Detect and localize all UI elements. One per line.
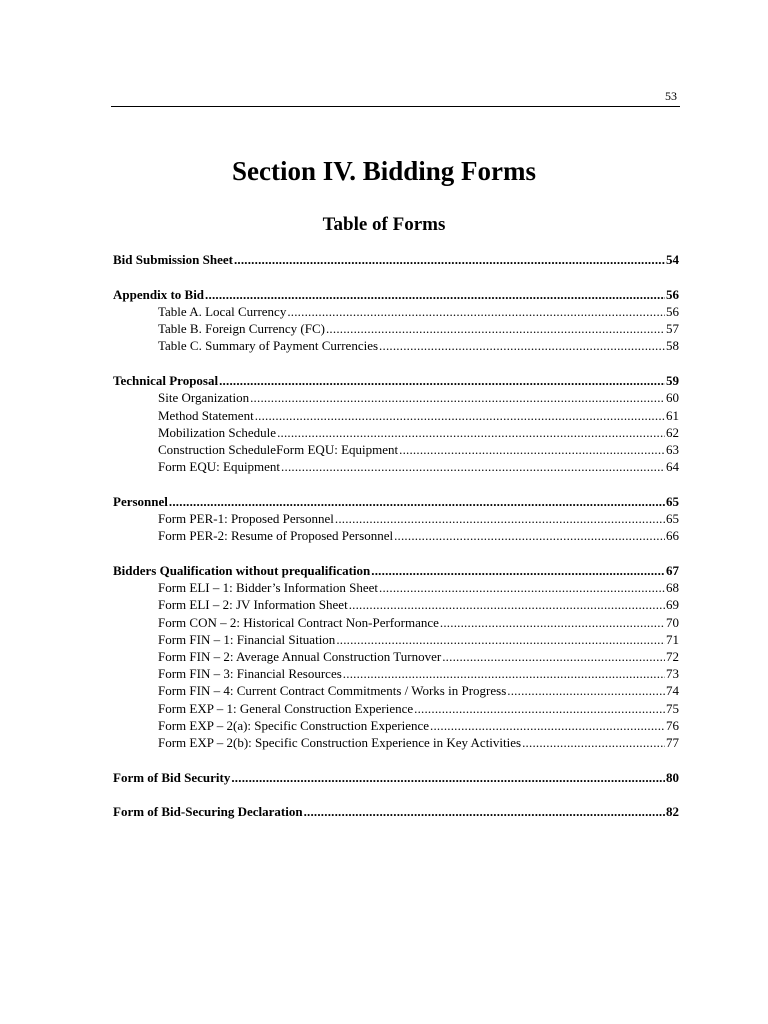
- toc-subentry-title: Table C. Summary of Payment Currencies: [158, 338, 379, 354]
- toc-subentry-page-number: 63: [666, 441, 679, 457]
- toc-subentry-title: Site Organization: [158, 390, 250, 406]
- toc-title: Table of Forms: [322, 214, 446, 235]
- toc-subentry-page-number: 56: [666, 303, 679, 319]
- toc-subentry-title: Form EXP – 2(a): Specific Construction Experience: [158, 717, 430, 733]
- toc-subentry-page-number: 61: [666, 407, 679, 423]
- toc-subentry[interactable]: [113, 579, 679, 596]
- toc-entry-page-number: 56: [666, 286, 679, 302]
- dot-leader: [522, 734, 665, 751]
- toc-entry-title: Form of Bid-Securing Declaration: [113, 804, 303, 820]
- dot-leader: [371, 562, 665, 579]
- toc-subentry-title: Table B. Foreign Currency (FC): [158, 321, 325, 337]
- dot-leader: [219, 372, 665, 389]
- toc-subentry[interactable]: [113, 717, 679, 734]
- dot-leader: [379, 337, 665, 354]
- toc-subentry-title: Method Statement: [158, 407, 254, 423]
- toc-section: [113, 372, 679, 475]
- dot-leader: [440, 614, 665, 631]
- toc-subentry-title: Form FIN – 4: Current Contract Commitments / Works in Progress: [158, 683, 507, 699]
- toc-subentry-title: Form EQU: Equipment: [158, 459, 281, 475]
- toc-subentry[interactable]: [113, 527, 679, 544]
- toc-entry[interactable]: [113, 769, 679, 786]
- toc-subentry[interactable]: [113, 596, 679, 613]
- dot-leader: [169, 493, 665, 510]
- dot-leader: [414, 700, 665, 717]
- dot-leader: [379, 579, 665, 596]
- toc-subentry[interactable]: [113, 700, 679, 717]
- dot-leader: [287, 303, 665, 320]
- toc-section: [113, 562, 679, 751]
- toc-subentry-page-number: 60: [666, 390, 679, 406]
- toc-subentry[interactable]: [113, 510, 679, 527]
- toc-subentry-page-number: 69: [666, 597, 679, 613]
- toc-subentry-page-number: 58: [666, 338, 679, 354]
- toc-entry[interactable]: [113, 562, 679, 579]
- dot-leader: [234, 251, 665, 268]
- toc-subentry-page-number: 57: [666, 321, 679, 337]
- toc-subentry[interactable]: [113, 303, 679, 320]
- toc-entry-title: Personnel: [113, 493, 168, 509]
- dot-leader: [326, 320, 665, 337]
- toc-subentry-page-number: 74: [666, 683, 679, 699]
- dot-leader: [335, 510, 665, 527]
- toc-entry[interactable]: [113, 803, 679, 820]
- toc-section: [113, 803, 679, 820]
- toc-subentry-title: Form FIN – 2: Average Annual Construction Turnover: [158, 648, 442, 664]
- toc-entry[interactable]: [113, 493, 679, 510]
- toc-entry[interactable]: [113, 286, 679, 303]
- toc-subentry[interactable]: [113, 389, 679, 406]
- dot-leader: [343, 665, 665, 682]
- dot-leader: [304, 803, 665, 820]
- toc-entry-page-number: 54: [666, 252, 679, 267]
- toc-subentry-title: Form EXP – 1: General Construction Experience: [158, 700, 414, 716]
- toc-subentry-title: Form PER-2: Resume of Proposed Personnel: [158, 528, 394, 544]
- dot-leader: [231, 769, 665, 786]
- toc-subentry[interactable]: [113, 648, 679, 665]
- toc-section: [113, 493, 679, 545]
- toc-subentry-title: Form ELI – 1: Bidder’s Information Sheet: [158, 580, 379, 596]
- toc-subentry[interactable]: [113, 407, 679, 424]
- toc-subentry[interactable]: [113, 682, 679, 699]
- toc-subentry-title: Form EXP – 2(b): Specific Construction Experience in Key Activities: [158, 734, 522, 750]
- toc-subentry[interactable]: [113, 734, 679, 751]
- toc-entry-page-number: 82: [666, 804, 679, 820]
- toc-subentry-page-number: 72: [666, 648, 679, 664]
- toc-subentry-title: Form FIN – 1: Financial Situation: [158, 631, 336, 647]
- toc-entry[interactable]: [113, 251, 679, 268]
- toc-subentry[interactable]: [113, 424, 679, 441]
- section-title: Section IV. Bidding Forms: [231, 156, 537, 186]
- toc-section: [113, 286, 679, 355]
- toc-subentry-page-number: 62: [666, 424, 679, 440]
- toc-section: [113, 769, 679, 786]
- toc-entry-title: Form of Bid Security: [113, 769, 231, 785]
- toc-subentry-title: Form PER-1: Proposed Personnel: [158, 511, 334, 527]
- toc-subentry-page-number: 71: [666, 631, 679, 647]
- dot-leader: [394, 527, 665, 544]
- toc-section: [113, 251, 679, 268]
- toc-subentry[interactable]: [113, 458, 679, 475]
- toc-subentry-title: Form FIN – 3: Financial Resources: [158, 666, 342, 682]
- toc-subentry[interactable]: [113, 441, 679, 458]
- toc-subentry-title: Table A. Local Currency: [158, 303, 287, 319]
- toc-subentry-page-number: 75: [666, 700, 679, 716]
- dot-leader: [399, 441, 665, 458]
- toc-entry-page-number: 65: [666, 493, 679, 509]
- toc-subentry-page-number: 66: [666, 528, 679, 544]
- toc-entry-page-number: 80: [666, 769, 679, 785]
- toc-entry[interactable]: [113, 372, 679, 389]
- dot-leader: [442, 648, 665, 665]
- toc-subentry-page-number: 64: [666, 459, 679, 475]
- toc-subentry-page-number: 77: [666, 734, 679, 750]
- dot-leader: [250, 389, 665, 406]
- toc-subentry-page-number: 73: [666, 666, 679, 682]
- toc-subentry-title: Construction ScheduleForm EQU: Equipment: [158, 441, 399, 457]
- toc-entry-page-number: 67: [666, 563, 679, 578]
- toc-subentry-title: Mobilization Schedule: [158, 424, 277, 440]
- toc-entry-title: Technical Proposal: [113, 373, 219, 389]
- toc-subentry[interactable]: [113, 320, 679, 337]
- header-rule: [111, 106, 680, 107]
- toc-entry-title: Bidders Qualification without prequalification: [113, 563, 371, 578]
- table-of-forms: [113, 251, 679, 838]
- dot-leader: [430, 717, 665, 734]
- dot-leader: [349, 596, 665, 613]
- toc-subentry[interactable]: [113, 665, 679, 682]
- dot-leader: [277, 424, 665, 441]
- dot-leader: [255, 407, 665, 424]
- toc-subentry-page-number: 70: [666, 614, 679, 630]
- toc-entry-title: Bid Submission Sheet: [113, 252, 233, 267]
- toc-entry-title: Appendix to Bid: [113, 286, 205, 302]
- dot-leader: [205, 286, 665, 303]
- page-number: 53: [665, 89, 677, 103]
- toc-entry-page-number: 59: [666, 373, 679, 389]
- dot-leader: [336, 631, 665, 648]
- toc-subentry-page-number: 68: [666, 580, 679, 596]
- toc-subentry[interactable]: [113, 631, 679, 648]
- toc-subentry-title: Form ELI – 2: JV Information Sheet: [158, 597, 348, 613]
- toc-subentry[interactable]: [113, 337, 679, 354]
- toc-subentry-title: Form CON – 2: Historical Contract Non-Performance: [158, 614, 439, 630]
- toc-subentry-page-number: 76: [666, 717, 679, 733]
- dot-leader: [281, 458, 665, 475]
- toc-subentry-page-number: 65: [666, 511, 679, 527]
- toc-subentry[interactable]: [113, 614, 679, 631]
- dot-leader: [507, 682, 665, 699]
